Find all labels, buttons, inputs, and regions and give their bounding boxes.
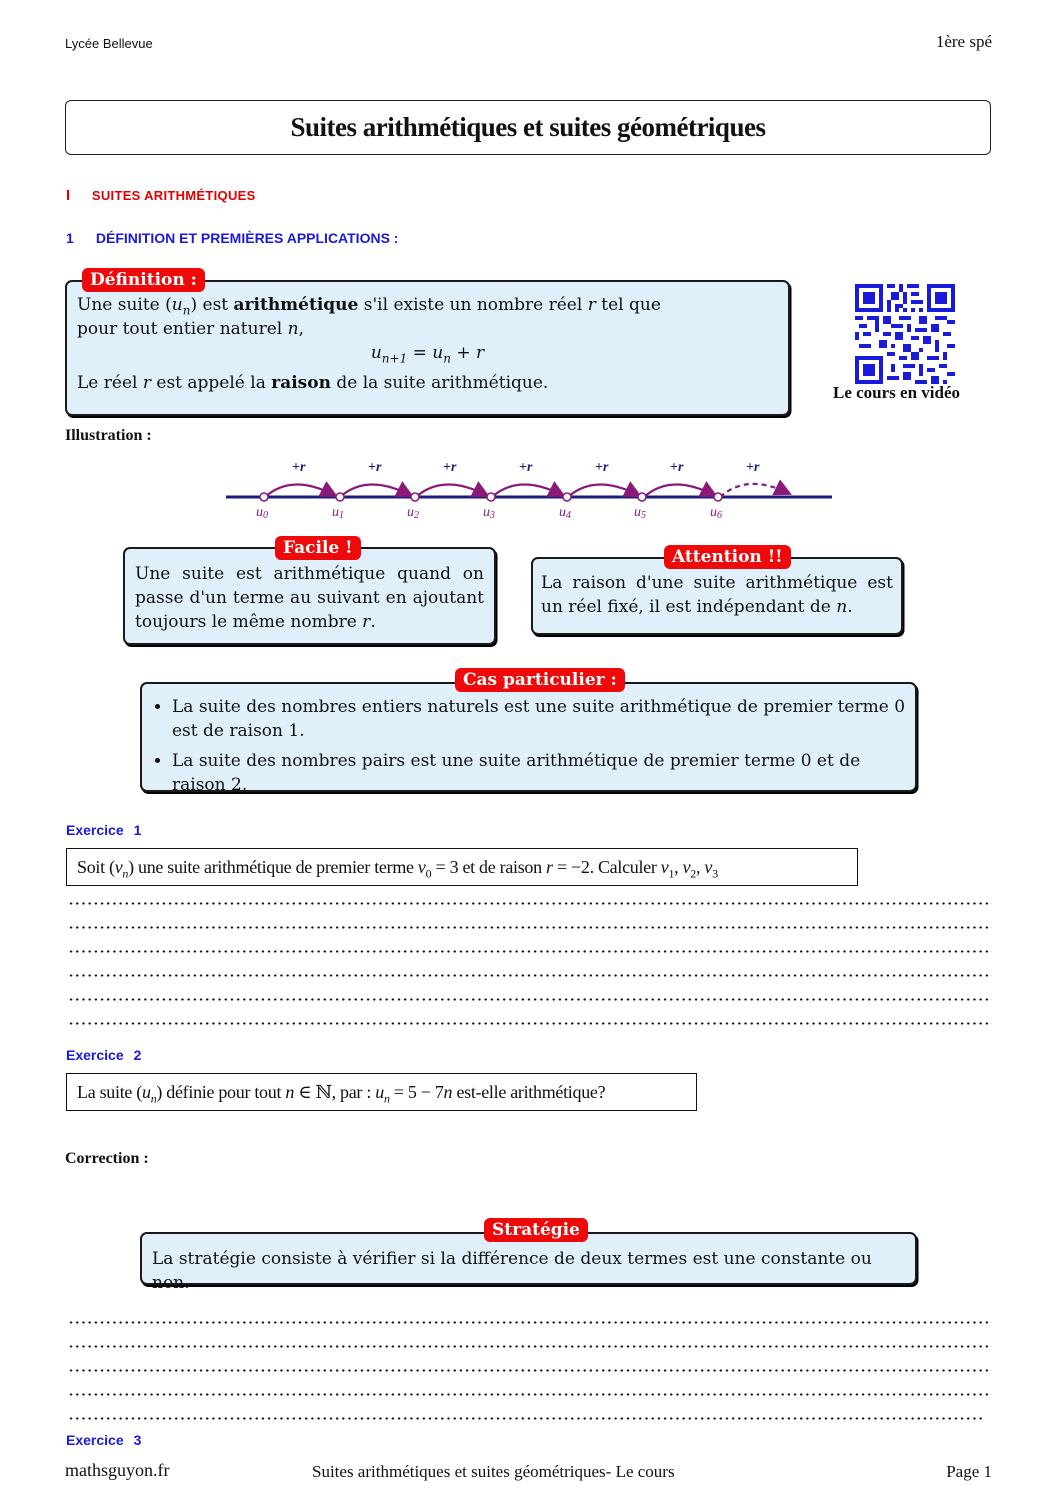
definition-tag: Définition : bbox=[82, 268, 205, 292]
svg-text:u1: u1 bbox=[332, 505, 344, 521]
svg-text:u6: u6 bbox=[710, 505, 722, 521]
list-item: • La suite des nombres entiers naturels est une suite arithmétique de premier terme 0 est de raison 1. bbox=[172, 695, 907, 743]
answer-line[interactable] bbox=[68, 950, 992, 953]
exercise-1-label: Exercice 1 bbox=[66, 822, 142, 838]
section-heading bbox=[66, 187, 256, 204]
cas-particulier-list bbox=[152, 695, 907, 797]
svg-text:+r: +r bbox=[670, 460, 684, 475]
strategie-box: La stratégie consiste à vérifier si la différence de deux termes est une constante ou non. bbox=[140, 1232, 917, 1285]
subsection-heading bbox=[66, 230, 398, 246]
answer-line[interactable] bbox=[68, 998, 992, 1001]
list-item: • La suite des nombres pairs est une suite arithmétique de premier terme 0 et de raison 2. bbox=[172, 749, 907, 797]
answer-line[interactable] bbox=[68, 1417, 984, 1420]
qr-caption: Le cours en vidéo bbox=[833, 383, 961, 402]
attention-box: La raison d'une suite arithmétique est un réel fixé, il est indépendant de n. bbox=[531, 557, 903, 635]
svg-text:u3: u3 bbox=[483, 505, 495, 521]
answer-line[interactable] bbox=[68, 1345, 992, 1348]
page-title: Suites arithmétiques et suites géométriques bbox=[290, 112, 766, 142]
cas-particulier-tag: Cas particulier : bbox=[455, 668, 625, 692]
answer-line[interactable] bbox=[68, 926, 992, 929]
footer-page-number: Page 1 bbox=[946, 1462, 992, 1481]
definition-line-1: Une suite $(u_n)$ est arithmétique s'il existe un nombre réel r tel que bbox=[77, 295, 661, 318]
answer-line[interactable] bbox=[68, 1022, 992, 1025]
exercise-3-label: Exercice 3 bbox=[66, 1432, 142, 1448]
svg-text:u5: u5 bbox=[634, 505, 646, 521]
footer-site[interactable]: mathsguyon.fr bbox=[65, 1460, 170, 1480]
illustration-label: Illustration : bbox=[65, 427, 152, 444]
svg-text:+r: +r bbox=[519, 460, 533, 475]
svg-text:u2: u2 bbox=[407, 505, 419, 521]
svg-text:+r: +r bbox=[443, 460, 457, 475]
section-number: I bbox=[66, 187, 71, 204]
answer-line[interactable] bbox=[68, 1321, 992, 1324]
definition-line-2: pour tout entier naturel n, bbox=[77, 319, 304, 339]
facile-tag: Facile ! bbox=[275, 536, 361, 560]
svg-text:u0: u0 bbox=[256, 505, 268, 521]
answer-line[interactable] bbox=[68, 974, 992, 977]
qr-code-icon[interactable] bbox=[853, 284, 957, 384]
svg-text:+r: +r bbox=[292, 460, 306, 475]
page-title-box bbox=[65, 100, 991, 155]
svg-text:+r: +r bbox=[368, 460, 382, 475]
subsection-number: 1 bbox=[66, 230, 74, 246]
subsection-label: DÉFINITION ET PREMIÈRES APPLICATIONS : bbox=[95, 230, 399, 246]
svg-text:u4: u4 bbox=[559, 505, 571, 521]
header-school: Lycée Bellevue bbox=[65, 36, 153, 51]
answer-line[interactable] bbox=[68, 1393, 992, 1396]
definition-line-3: Le réel r est appelé la raison de la suite arithmétique. bbox=[77, 373, 549, 393]
svg-text:+r: +r bbox=[746, 460, 760, 475]
exercise-2-statement: La suite $(u_n)$ définie pour tout n ∈ ℕ, par : $u_n = 5 - 7n$ est-elle arithmétique? bbox=[66, 1073, 697, 1111]
answer-line[interactable] bbox=[68, 902, 992, 905]
cas-particulier-box bbox=[140, 682, 917, 795]
header-level: 1ère spé bbox=[935, 32, 992, 51]
correction-label: Correction : bbox=[65, 1150, 149, 1167]
attention-tag: Attention !! bbox=[664, 545, 791, 569]
arithmetic-sequence-diagram bbox=[222, 455, 834, 525]
facile-box: Une suite est arithmétique quand on passe d'un terme au suivant en ajoutant toujours le même nombre r. bbox=[123, 547, 496, 645]
definition-box bbox=[65, 280, 790, 416]
answer-line[interactable] bbox=[68, 1369, 992, 1372]
definition-formula: $u_{n+1} = u_n + r$ bbox=[370, 343, 485, 366]
svg-text:+r: +r bbox=[595, 460, 609, 475]
strategie-tag: Stratégie bbox=[484, 1218, 588, 1242]
footer-doc-title: Suites arithmétiques et suites géométriques- Le cours bbox=[312, 1462, 675, 1481]
exercise-2-label: Exercice 2 bbox=[66, 1047, 142, 1063]
section-label: SUITES ARITHMÉTIQUES bbox=[91, 188, 256, 203]
exercise-1-statement: Soit $(v_n)$ une suite arithmétique de premier terme $v_0 = 3$ et de raison r = −2. Calculer $v_1$, $v_2$, $v_3$ bbox=[66, 848, 858, 886]
